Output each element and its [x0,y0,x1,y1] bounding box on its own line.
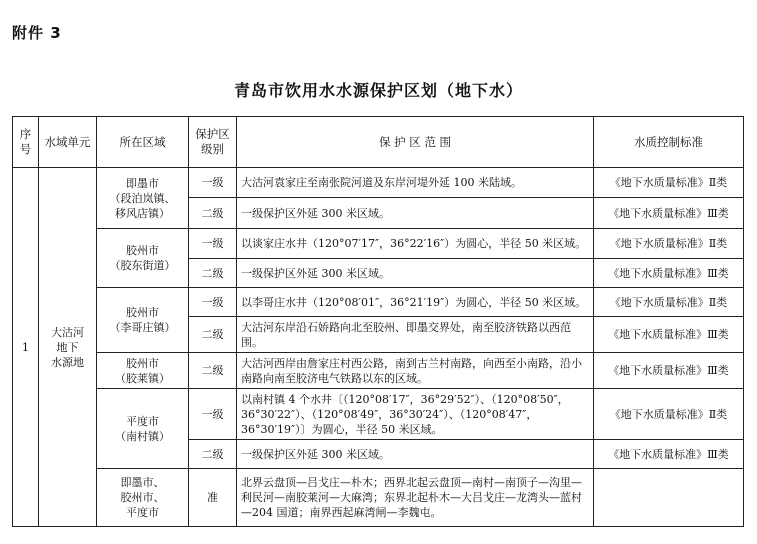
protection-zone-table [12,116,744,527]
standard-cell: 《地下水质量标准》Ⅲ类 [594,317,744,353]
scope-cell: 一级保护区外延 300 米区域。 [237,259,594,288]
level-cell: 准 [189,469,237,527]
page-title: 青岛市饮用水水源保护区划（地下水） [233,81,523,100]
table-row [13,168,744,198]
header-standard: 水质控制标准 [594,117,744,168]
level-cell: 一级 [189,229,237,259]
scope-cell: 大沽河袁家庄至南张院河道及东岸河堤外延 100 米陆域。 [237,168,594,198]
area-cell: 即墨市、 胶州市、 平度市 [97,469,189,527]
scope-cell: 大沽河西岸由詹家庄村西公路，南到古兰村南路，向西至小南路，沿小南路向南至胶济电气铁路以东的区域。 [237,353,594,389]
scope-cell: 一级保护区外延 300 米区域。 [237,440,594,469]
table-row [13,469,744,527]
standard-cell [594,469,744,527]
table-row [13,229,744,259]
attachment-label: 附件 3 [12,24,62,42]
scope-cell: 大沽河东岸沿石娇路向北至胶州、即墨交界处，南至胶济铁路以西范围。 [237,317,594,353]
area-cell: 胶州市 （李哥庄镇） [97,288,189,353]
standard-cell: 《地下水质量标准》Ⅲ类 [594,440,744,469]
standard-cell: 《地下水质量标准》Ⅱ类 [594,288,744,317]
scope-cell: 北界云盘顶—吕戈庄—朴木；西界北起云盘顶—南村—南顶子—沟里—利民河—南胶莱河—大麻湾；东界北起朴木—大吕戈庄—龙湾头—蓝村—204 国道；南界西起麻湾闸—李魏屯。 [237,469,594,527]
level-cell: 二级 [189,198,237,229]
table-row [13,389,744,440]
header-seq: 序 号 [13,117,39,168]
standard-cell: 《地下水质量标准》Ⅲ类 [594,353,744,389]
scope-cell: 以谈家庄水井（120°07′17″，36°22′16″）为圆心，半径 50 米区域。 [237,229,594,259]
scope-cell: 一级保护区外延 300 米区域。 [237,198,594,229]
level-cell: 二级 [189,317,237,353]
standard-cell: 《地下水质量标准》Ⅲ类 [594,259,744,288]
scope-cell: 以李哥庄水井（120°08′01″，36°21′19″）为圆心，半径 50 米区域。 [237,288,594,317]
level-cell: 二级 [189,259,237,288]
level-cell: 二级 [189,353,237,389]
scope-cell: 以南村镇 4 个水井〔（120°08′17″，36°29′52″）、（120°08′50″，36°30′22″）、（120°08′49″，36°30′24″）、（120°08′47″，36°30′19″）〕为圆心，半径 50 米区域。 [237,389,594,440]
area-cell: 胶州市 （胶东街道） [97,229,189,288]
unit-cell: 大沽河 地下 水源地 [39,168,97,527]
header-area: 所在区域 [97,117,189,168]
area-cell: 胶州市 （胶莱镇） [97,353,189,389]
level-cell: 二级 [189,440,237,469]
area-cell: 平度市 （南村镇） [97,389,189,469]
standard-cell: 《地下水质量标准》Ⅲ类 [594,198,744,229]
level-cell: 一级 [189,168,237,198]
header-level: 保护区 级别 [189,117,237,168]
level-cell: 一级 [189,288,237,317]
header-scope: 保 护 区 范 围 [237,117,594,168]
table-header-row [13,117,744,168]
area-cell: 即墨市 （段泊岚镇、 移风店镇） [97,168,189,229]
seq-cell: 1 [13,168,39,527]
level-cell: 一级 [189,389,237,440]
header-unit: 水域单元 [39,117,97,168]
table-row [13,288,744,317]
standard-cell: 《地下水质量标准》Ⅱ类 [594,389,744,440]
standard-cell: 《地下水质量标准》Ⅱ类 [594,168,744,198]
standard-cell: 《地下水质量标准》Ⅱ类 [594,229,744,259]
table-row [13,353,744,389]
